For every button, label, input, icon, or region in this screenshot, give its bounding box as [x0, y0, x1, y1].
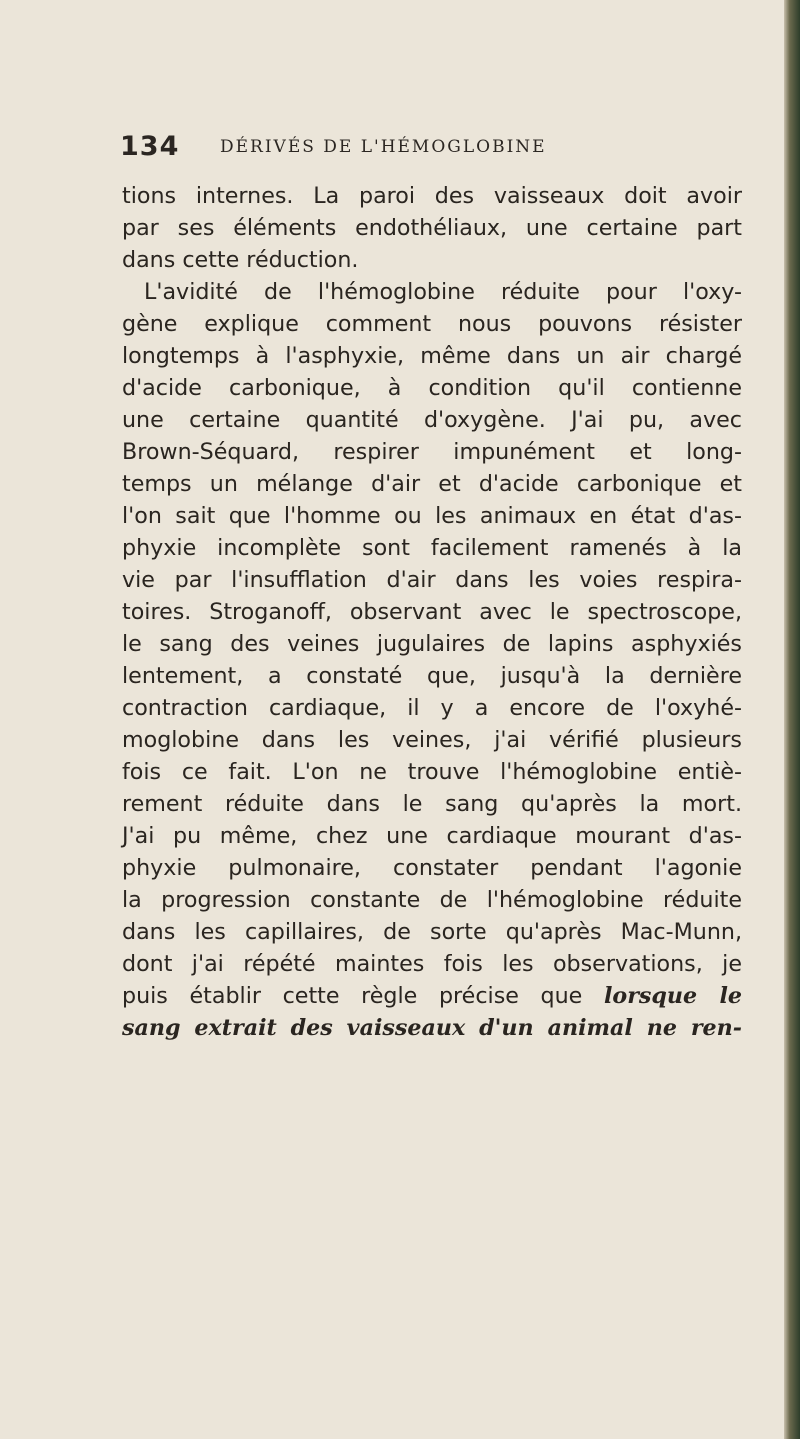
text-line: fois ce fait. L'on ne trouve l'hémoglobine entiè- [122, 759, 742, 785]
page-number: 134 [120, 131, 180, 162]
text-line: L'avidité de l'hémoglobine réduite pour l'oxy- [144, 279, 742, 305]
italic-text-line: sang extrait des vaisseaux d'un animal ne ren- [122, 1015, 742, 1041]
text-line: une certaine quantité d'oxygène. J'ai pu, avec [122, 407, 742, 433]
text-line: phyxie incomplète sont facilement ramenés à la [122, 535, 742, 561]
text-line: le sang des veines jugulaires de lapins asphyxiés [122, 631, 742, 657]
running-head: DÉRIVÉS DE L'HÉMOGLOBINE [220, 137, 547, 157]
text-line: phyxie pulmonaire, constater pendant l'agonie [122, 855, 742, 881]
text-line: d'acide carbonique, à condition qu'il contienne [122, 375, 742, 401]
text-line: temps un mélange d'air et d'acide carbonique et [122, 471, 742, 497]
text-line: tions internes. La paroi des vaisseaux doit avoir [122, 183, 742, 209]
body-text [122, 180, 742, 1044]
text-line: la progression constante de l'hémoglobine réduite [122, 887, 742, 913]
text-line: vie par l'insufflation d'air dans les voies respira- [122, 567, 742, 593]
text-line: l'on sait que l'homme ou les animaux en état d'as- [122, 503, 742, 529]
text-line: Brown-Séquard, respirer impunément et long- [122, 439, 742, 465]
text-line: J'ai pu même, chez une cardiaque mourant d'as- [122, 823, 742, 849]
page-header [120, 131, 720, 171]
text-line: dans les capillaires, de sorte qu'après Mac-Munn, [122, 919, 742, 945]
text-line: dont j'ai répété maintes fois les observations, je [122, 951, 742, 977]
text-line: par ses éléments endothéliaux, une certaine part [122, 215, 742, 241]
text-line: lentement, a constaté que, jusqu'à la dernière [122, 663, 742, 689]
text-line: contraction cardiaque, il y a encore de l'oxyhé- [122, 695, 742, 721]
text-line: toires. Stroganoff, observant avec le spectroscope, [122, 599, 742, 625]
text-line: moglobine dans les veines, j'ai vérifié plusieurs [122, 727, 742, 753]
text-line: dans cette réduction. [122, 247, 359, 273]
text-line: gène explique comment nous pouvons résister [122, 311, 742, 337]
text-segment: puis établir cette règle précise que [122, 983, 583, 1009]
text-line: longtemps à l'asphyxie, même dans un air chargé [122, 343, 742, 369]
page-edge [784, 0, 800, 1439]
text-line: rement réduite dans le sang qu'après la mort. [122, 791, 742, 817]
italic-segment: lorsque le [603, 983, 742, 1009]
text-line-with-italic [122, 980, 742, 1012]
